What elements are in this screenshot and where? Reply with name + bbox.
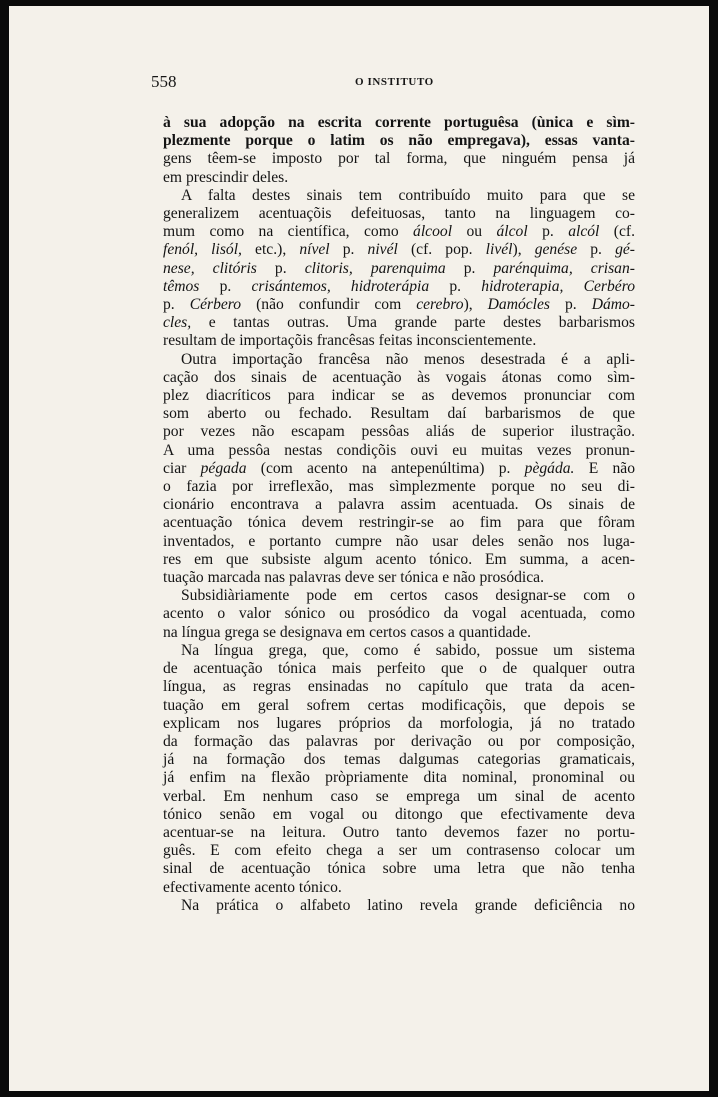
italic-term: parénquima, crisan- [493, 259, 635, 277]
text-line [163, 660, 635, 678]
text-run: ), [512, 241, 535, 259]
text-run: p. [577, 241, 616, 259]
text-run: ou [452, 223, 497, 241]
italic-term: hidroterapia, Cerbéro [481, 277, 636, 295]
italic-term: crisántemos, hidroterápia [251, 277, 430, 295]
text-line [163, 496, 635, 514]
italic-term: álcool [413, 223, 453, 241]
italic-term: clitoris, parenquima [304, 259, 446, 277]
text-line [163, 150, 635, 168]
text-line [163, 114, 635, 132]
text-line [163, 205, 635, 223]
paragraph [163, 351, 635, 588]
italic-term: pégada [200, 459, 247, 477]
text-run: res em que subsiste algum acento tónico. Em summa, a acen- [163, 550, 635, 568]
text-run: acentuação tónica devem restringir-se ao fim para que fôram [163, 514, 635, 532]
text-run: tuação em geral sofrem certas modificaçõis, que depois se [163, 696, 635, 714]
text-run: (com acento na antepenúltima) p. [246, 459, 525, 477]
paragraph [163, 114, 635, 187]
paragraph [163, 187, 635, 351]
text-run: p. [256, 259, 305, 277]
text-line [163, 587, 635, 605]
paragraph [163, 587, 635, 642]
text-line [163, 697, 635, 715]
text-line [163, 387, 635, 405]
text-line [163, 533, 635, 551]
text-line [163, 860, 635, 878]
italic-term: cerebro [416, 296, 464, 314]
italic-term: Dámo- [591, 296, 635, 314]
text-line [163, 897, 635, 915]
text-line [163, 769, 635, 787]
text-run: ), [463, 296, 488, 314]
text-run: p. [429, 277, 482, 295]
text-run: A falta destes sinais tem contribuído muito para que se [181, 186, 635, 204]
text-run: explicam nos lugares próprios da morfologia, já no tratado [163, 714, 635, 732]
text-run: na língua grega se designava em certos casos a quantidade. [163, 623, 532, 641]
text-run: cação dos sinais de acentuação às vogais átonas como sìm- [163, 368, 635, 386]
text-run: inventados, e portanto cumpre não usar deles senão nos luga- [163, 532, 635, 550]
text-line [163, 187, 635, 205]
text-run: de acentuação tónica mais perfeito que o de qualquer outra [163, 660, 635, 678]
text-run: (cf. [599, 223, 635, 241]
italic-term: nível [299, 241, 330, 259]
text-run: ciar [163, 459, 201, 477]
text-line [163, 733, 635, 751]
text-line [163, 478, 635, 496]
text-line [163, 423, 635, 441]
text-run: e tantas outras. Uma grande parte destes barbarismos [191, 314, 635, 332]
italic-term: pègáda. [524, 459, 575, 477]
text-line [163, 605, 635, 623]
text-line [163, 332, 635, 350]
scanned-page [9, 6, 709, 1091]
italic-term: genése [534, 241, 578, 259]
text-run: verbal. Em nenhum caso se emprega um sinal de acento [163, 787, 635, 805]
text-run: tónico senão em vogal ou ditongo que efectivamente deva [163, 805, 635, 823]
text-run: à sua adopção na escrita corrente portuguêsa (ùnica e sìm- [163, 114, 635, 131]
italic-term: Cérbero [189, 296, 242, 314]
italic-term: álcol [496, 223, 528, 241]
page-number: 558 [151, 72, 177, 91]
italic-term: gé- [615, 241, 635, 259]
text-line [163, 314, 635, 332]
text-line [163, 241, 635, 259]
text-line [163, 842, 635, 860]
text-line [163, 278, 635, 296]
text-run: etc.), [241, 241, 300, 259]
text-line [163, 824, 635, 842]
text-line [163, 223, 635, 241]
text-line [163, 642, 635, 660]
text-run: sinal de acentuação tónica sobre uma letra que não tenha [163, 860, 635, 878]
italic-term: Damócles [487, 296, 551, 314]
running-header [151, 72, 601, 98]
italic-term: livél [485, 241, 513, 259]
text-run: (não confundir com [241, 296, 417, 314]
text-run: generalizem acentuaçõis defeituosas, tanto na linguagem co- [163, 205, 635, 223]
text-run: da formação das palavras por derivação ou por composição, [163, 732, 635, 750]
text-run: acento o valor sónico ou prosódico da vogal acentuada, como [163, 605, 635, 623]
paragraph [163, 897, 635, 915]
italic-term: alcól [568, 223, 600, 241]
text-run: (cf. pop. [397, 241, 486, 259]
text-run: plez diacríticos para indicar se as devemos pronunciar com [163, 387, 635, 405]
text-run: Na prática o alfabeto latino revela grande deficiência no [181, 896, 635, 914]
text-run: em prescindir deles. [163, 168, 289, 186]
text-run: língua, as regras ensinadas no capítulo que trata da acen- [163, 678, 635, 696]
text-run: já na formação dos temas dalgumas categorias gramaticais, [163, 751, 635, 769]
text-run: efectivamente acento tónico. [163, 878, 342, 896]
text-line [163, 879, 635, 897]
text-run: tuação marcada nas palavras deve ser tónica e não prosódica. [163, 569, 544, 587]
text-run: E não [574, 459, 635, 477]
text-run: mum como na científica, como [163, 223, 414, 241]
italic-term: cles, [163, 314, 192, 332]
text-run: Outra importação francêsa não menos desestrada é a apli- [181, 350, 635, 368]
text-run: acentuar-se na leitura. Outro tanto devemos fazer no portu- [163, 823, 635, 841]
text-line [163, 551, 635, 569]
text-line [163, 405, 635, 423]
text-line [163, 788, 635, 806]
text-line [163, 296, 635, 314]
text-run: já enfim na flexão pròpriamente dita nominal, pronominal ou [163, 769, 635, 787]
text-line [163, 514, 635, 532]
text-line [163, 715, 635, 733]
journal-title: O INSTITUTO [355, 76, 434, 88]
body-text [163, 114, 635, 915]
text-run: cionário encontrava a palavra assim acentuada. Os sinais de [163, 496, 635, 514]
italic-term: fenól, lisól, [163, 241, 242, 259]
text-line [163, 751, 635, 769]
text-run: plezmente porque o latim os não empregava), essas vanta- [163, 132, 635, 150]
text-run: Subsidiàriamente pode em certos casos designar-se com o [181, 587, 635, 605]
text-run: gens têem-se imposto por tal forma, que ninguém pensa já [163, 150, 635, 168]
text-line [163, 169, 635, 187]
italic-term: têmos [163, 277, 200, 295]
text-run: p. [527, 223, 569, 241]
text-line [163, 460, 635, 478]
text-run: p. [163, 296, 190, 314]
text-run: o fazia por irreflexão, mas sìmplezmente porque no seu di- [163, 478, 635, 496]
text-line [163, 260, 635, 278]
text-run: Na língua grega, que, como é sabido, possue um sistema [181, 641, 635, 659]
italic-term: nese, clitóris [163, 259, 257, 277]
text-line [163, 369, 635, 387]
text-line [163, 678, 635, 696]
text-run: p. [550, 296, 592, 314]
text-run: guês. E com efeito chega a ser um contrasenso colocar um [163, 842, 635, 860]
text-run: resultam de importaçõis francêsas feitas inconscientemente. [163, 332, 537, 350]
text-line [163, 442, 635, 460]
text-line [163, 624, 635, 642]
text-run: p. [199, 277, 252, 295]
text-run: A uma pessôa nestas condiçõis ouvi eu muitas vezes pronun- [163, 441, 635, 459]
text-run: por vezes não escapam pessôas aliás de superior ilustração. [163, 423, 635, 441]
text-line [163, 351, 635, 369]
paragraph [163, 642, 635, 897]
text-line [163, 132, 635, 150]
text-run: p. [329, 241, 368, 259]
text-line [163, 569, 635, 587]
text-run: p. [445, 259, 494, 277]
text-line [163, 806, 635, 824]
text-run: som aberto ou fechado. Resultam daí barbarismos de que [163, 405, 635, 423]
italic-term: nivél [367, 241, 398, 259]
